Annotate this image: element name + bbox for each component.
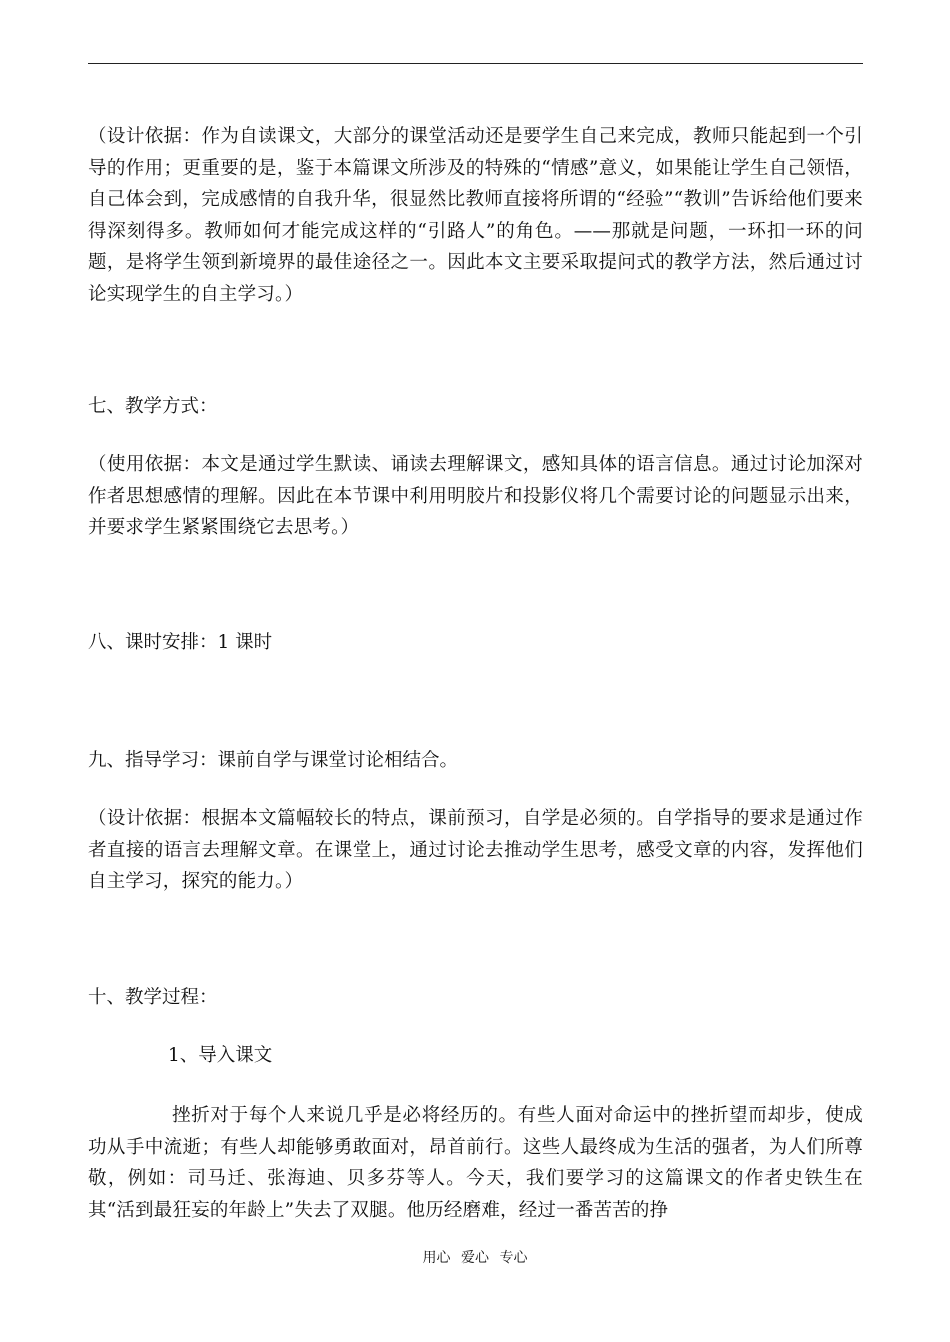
design-basis-paragraph-2: （设计依据：根据本文篇幅较长的特点，课前预习，自学是必须的。自学指导的要求是通过作者直接的语言去理解文章。在课堂上，通过讨论去推动学生思考，感受文章的内容，发挥他们自主学习，探究的能力。） (88, 808, 863, 892)
step-1-heading: 1、导入课文 (168, 1045, 273, 1066)
page-footer: 用心 爱心 专心 (422, 1250, 528, 1266)
design-basis-paragraph-1: （设计依据：作为自读课文，大部分的课堂活动还是要学生自己来完成，教师只能起到一个引导的作用；更重要的是，鉴于本篇课文所涉及的特殊的“情感”意义，如果能让学生自己领悟，自己体会到，完成感情的自我升华，很显然比教师直接将所谓的“经验”“教训”告诉给他们要来得深刻得多。教师如何才能完成这样的“引路人”的角色。——那就是问题，一环扣一环的问题，是将学生领到新境界的最佳途径之一。因此本文主要采取提问式的教学方法，然后通过讨论实现学生的自主学习。） (88, 126, 863, 305)
section-8-heading: 八、课时安排：1 课时 (88, 632, 273, 653)
header-rule (88, 63, 863, 64)
usage-basis-paragraph: （使用依据：本文是通过学生默读、诵读去理解课文，感知具体的语言信息。通过讨论加深对作者思想感情的理解。因此在本节课中利用明胶片和投影仪将几个需要讨论的问题显示出来，并要求学生紧紧围绕它去思考。） (88, 454, 863, 538)
section-7-heading: 七、教学方式： (88, 396, 218, 417)
section-10-heading: 十、教学过程： (88, 987, 218, 1008)
section-9-heading: 九、指导学习：课前自学与课堂讨论相结合。 (88, 750, 459, 771)
intro-paragraph: 挫折对于每个人来说几乎是必将经历的。有些人面对命运中的挫折望而却步，使成功从手中流逝；有些人却能够勇敢面对，昂首前行。这些人最终成为生活的强者，为人们所尊敬，例如：司马迁、张海迪、贝多芬等人。今天，我们要学习的这篇课文的作者史铁生在其“活到最狂妄的年龄上”失去了双腿。他历经磨难，经过一番苦苦的挣 (88, 1105, 863, 1221)
